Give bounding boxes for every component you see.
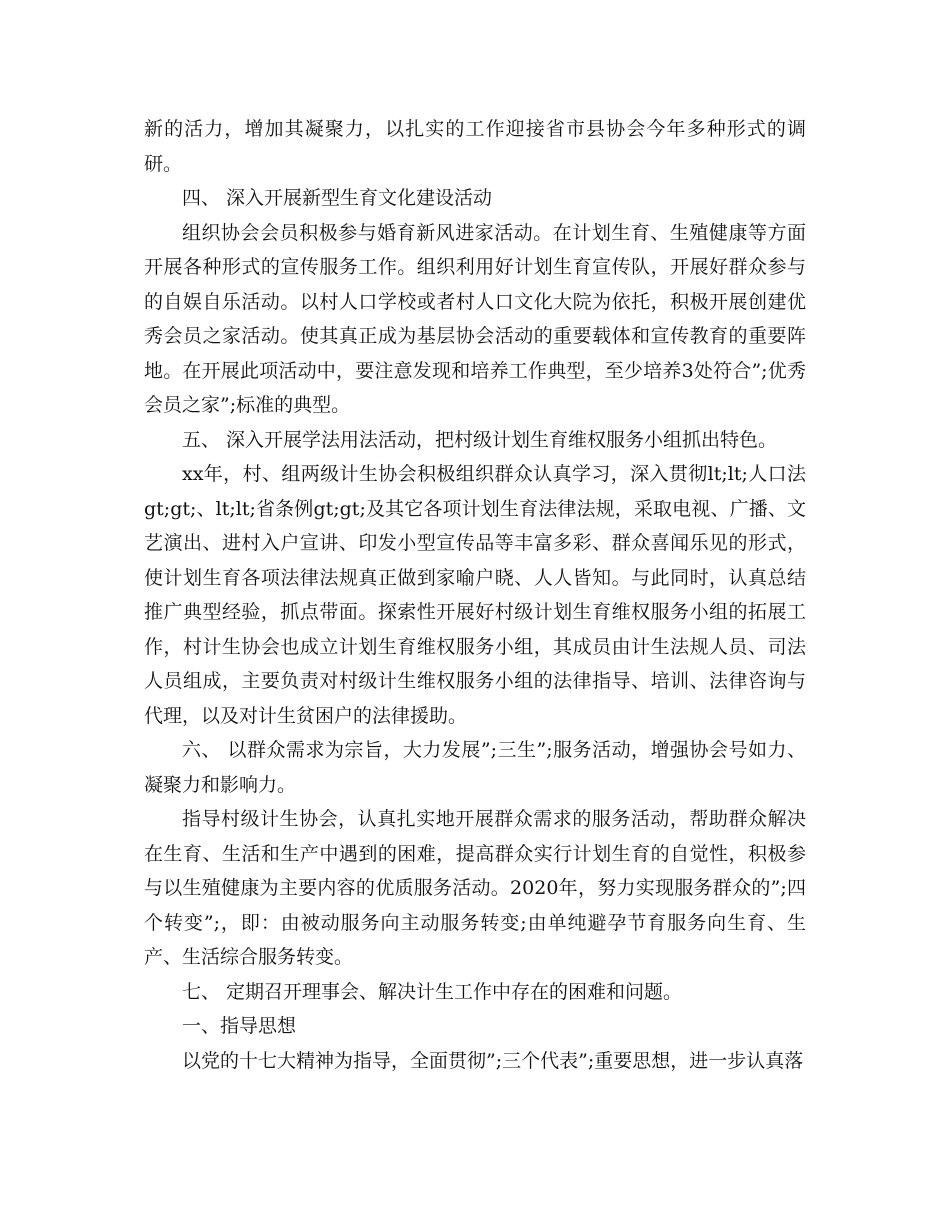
heading-seven-council: 七、 定期召开理事会、解决计生工作中存在的困难和问题。 (182, 980, 683, 1003)
heading-guiding-thought: 一、指导思想 (182, 1015, 297, 1037)
heading-six-service: 六、 以群众需求为宗旨，大力发展”;三生”;服务活动，增强协会号如力、凝聚力和影响力。 (144, 739, 806, 796)
paragraph-guiding-thought: 以党的十七大精神为指导，全面贯彻”;三个代表”;重要思想，进一步认真落 (182, 1049, 804, 1072)
document-page (144, 112, 806, 1078)
heading-four-birth-culture: 四、 深入开展新型生育文化建设活动 (182, 187, 493, 209)
paragraph-service: 指导村级计生协会，认真扎实地开展群众需求的服务活动，帮助群众解决在生育、生活和生产中遇到的困难，提高群众实行计划生育的自觉性，积极参与以生殖健康为主要内容的优质服务活动。2020年，努力实现服务群众的”;四个转变”;，即：由被动服务向主动服务转变;由单纯避孕节育服务向生育、生产、生活综合服务转变。 (144, 808, 806, 968)
paragraph-birth-culture: 组织协会会员积极参与婚育新风进家活动。在计划生育、生殖健康等方面开展各种形式的宣传服务工作。组织利用好计划生育宣传队，开展好群众参与的自娱自乐活动。以村人口学校或者村人口文化大院为依托，积极开展创建优秀会员之家活动。使其真正成为基层协会活动的重要载体和宣传教育的重要阵地。在开展此项活动中，要注意发现和培养工作典型，至少培养3处符合”;优秀会员之家”;标准的典型。 (144, 221, 806, 416)
heading-five-law-activity: 五、 深入开展学法用法活动，把村级计划生育维权服务小组抓出特色。 (182, 428, 778, 451)
paragraph-law-activity: xx年，村、组两级计生协会积极组织群众认真学习，深入贯彻lt;lt;人口法gt;gt;、lt;lt;省条例gt;gt;及其它各项计划生育法律法规，采取电视、广播、文艺演出、进村入户宣讲、印发小型宣传品等丰富多彩、群众喜闻乐见的形式，使计划生育各项法律法规真正做到家喻户晓、人人皆知。与此同时，认真总结推广典型经验，抓点带面。探索性开展好村级计划生育维权服务小组的拓展工作，村计生协会也成立计划生育维权服务小组，其成员由计生法规人员、司法人员组成，主要负责对村级计生维权服务小组的法律指导、培训、法律咨询与代理，以及对计生贫困户的法律援助。 (144, 463, 806, 727)
paragraph-activity-vitality: 新的活力，增加其凝聚力，以扎实的工作迎接省市县协会今年多种形式的调研。 (144, 118, 806, 175)
